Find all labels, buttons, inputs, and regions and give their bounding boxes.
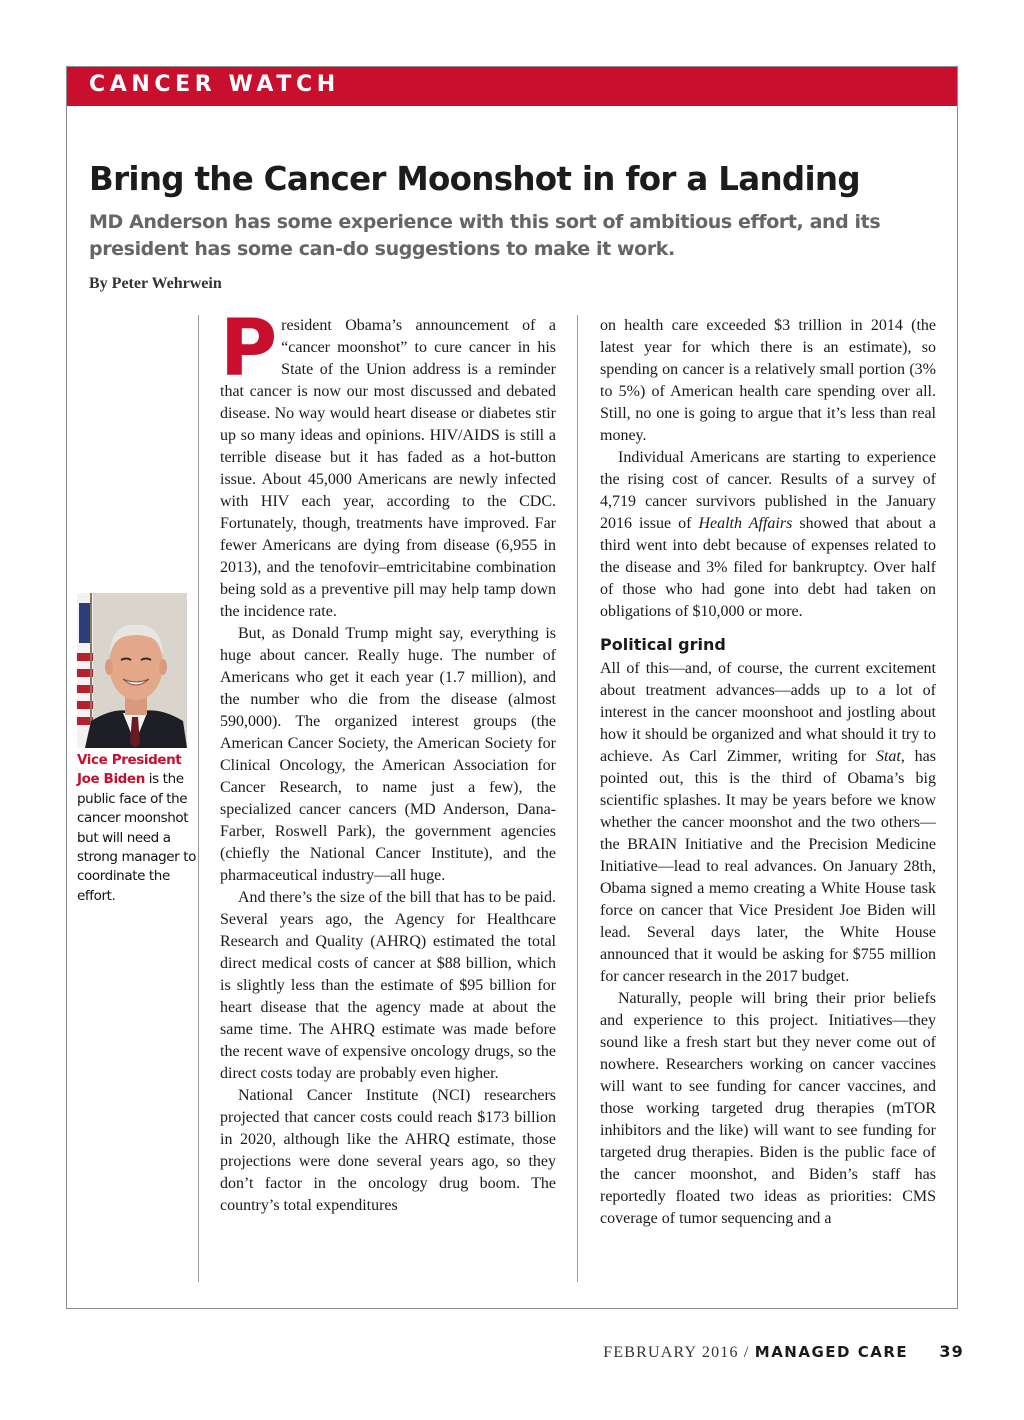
article-frame [66,66,958,1309]
paragraph: Naturally, people will bring their prior beliefs and experience to this project. Initiatives—they sound like a fresh start but they never come out of nowhere. Researchers working on cancer vaccines will want to see funding for cancer vaccines, and those working targeted drug therapies (mTOR inhibitors and the like) will want to see funding for targeted drug therapies. Biden is the public face of the cancer moonshot, and Biden’s staff has reportedly floated two ideas as priorities: CMS coverage of tumor sequencing and a [600,990,936,1227]
paragraph: on health care exceeded $3 trillion in 2014 (the latest year for which there is an estimate), so spending on cancer is a relatively small portion (3% to 5%) of American health care spending over all. Still, no one is going to argue that it’s less than real money. [600,317,936,444]
article-headline: Bring the Cancer Moonshot in for a Landing [89,160,860,198]
biden-photo [77,593,187,748]
publication-title: Stat [875,748,901,765]
article-column-1 [220,304,556,1217]
section-title: CANCER WATCH [89,72,340,97]
drop-cap: P [220,304,278,394]
paragraph: All of this—and, of course, the current excitement about treatment advances—adds up to a lot of interest in the cancer moonshoot and jostling about how it should be organized and what should it try to achieve. As Carl Zimmer, writing for Stat, has pointed out, this is the third of Obama’s big scientific splashes. It may be years before we know whether the cancer moonshot and the two others—the BRAIN Initiative and the Precision Medicine Initiative—lead to real advances. On January 28th, Obama signed a memo creating a White House task force on cancer that Vice President Joe Biden will lead. Several days later, the White House announced that it would be asking for $755 million for cancer research in the 2017 budget. [600,660,937,985]
portrait-image [77,593,187,748]
column-rule-left [198,315,199,1282]
paragraph: National Cancer Institute (NCI) researchers projected that cancer costs could reach $173 billion in 2020, although like the AHRQ estimate, those projections were done several years ago, so they don’t factor in the oncology drug boom. The country’s total expenditures [220,1087,556,1214]
photo-caption [77,751,197,906]
paragraph: Individual Americans are starting to experience the rising cost of cancer. Results of a survey of 4,719 cancer survivors published in the January 2016 issue of Health Affairs showed that about a third went into debt because of expenses related to the disease and 3% filed for bankruptcy. Over half of those who had gone into debt had taken on obligations of $10,000 or more. [600,449,936,620]
article-deck: MD Anderson has some experience with this sort of ambitious effort, and its president has some can-do suggestions to make it work. [89,211,881,260]
byline: By Peter Wehrwein [89,275,222,292]
column-rule-middle [577,315,578,1282]
paragraph: But, as Donald Trump might say, everything is huge about cancer. Really huge. The number of Americans who get it each year (1.7 million), and the number who die from the disease (almost 590,000). The organized interest groups (the American Cancer Society, the American Society for Clinical Oncology, the American Association for Cancer Research, to name just a few), the specialized cancer cancers (MD Anderson, Dana-Farber, Roswell Park), the government agencies (chiefly the National Cancer Institute), and the pharmaceutical industry—all huge. [220,625,556,884]
article-column-2 [600,315,936,1230]
paragraph: President Obama’s announcement of a “cancer moonshot” to cure cancer in his State of the Union address is a reminder that cancer is now our most discussed and debated disease. No way would heart disease or diabetes stir up so many ideas and opinions. HIV/AIDS is still a terrible disease but it has faded as a hot-button issue. About 45,000 Americans are newly infected with HIV each year, according to the CDC. Fortunately, though, treatments have improved. Far fewer Americans are dying from disease (6,955 in 2013), and the tenofovir–emtricitabine combination being sold as a preventive pill may help tamp down the incidence rate. [220,304,556,620]
paragraph: And there’s the size of the bill that has to be paid. Several years ago, the Agency for Healthcare Research and Quality (AHRQ) estimated the total direct medical costs of cancer at $88 billion, which is slightly less than the estimate of $95 billion for heart disease that the agency made at about the same time. The AHRQ estimate was made before the recent wave of expensive oncology drugs, so the direct costs today are probably even higher. [220,889,556,1082]
footer-magazine: MANAGED CARE [754,1343,909,1361]
page-number: 39 [939,1342,964,1361]
page-footer [603,1342,964,1362]
footer-date: FEBRUARY 2016 / [603,1344,750,1361]
caption-text: is the public face of the cancer moonshot but will need a strong manager to coordinate the effort. [77,771,196,904]
section-heading: Political grind [600,635,726,654]
section-banner [67,67,957,106]
caption-name: Vice President Joe Biden [77,752,182,788]
journal-title: Health Affairs [698,515,793,532]
